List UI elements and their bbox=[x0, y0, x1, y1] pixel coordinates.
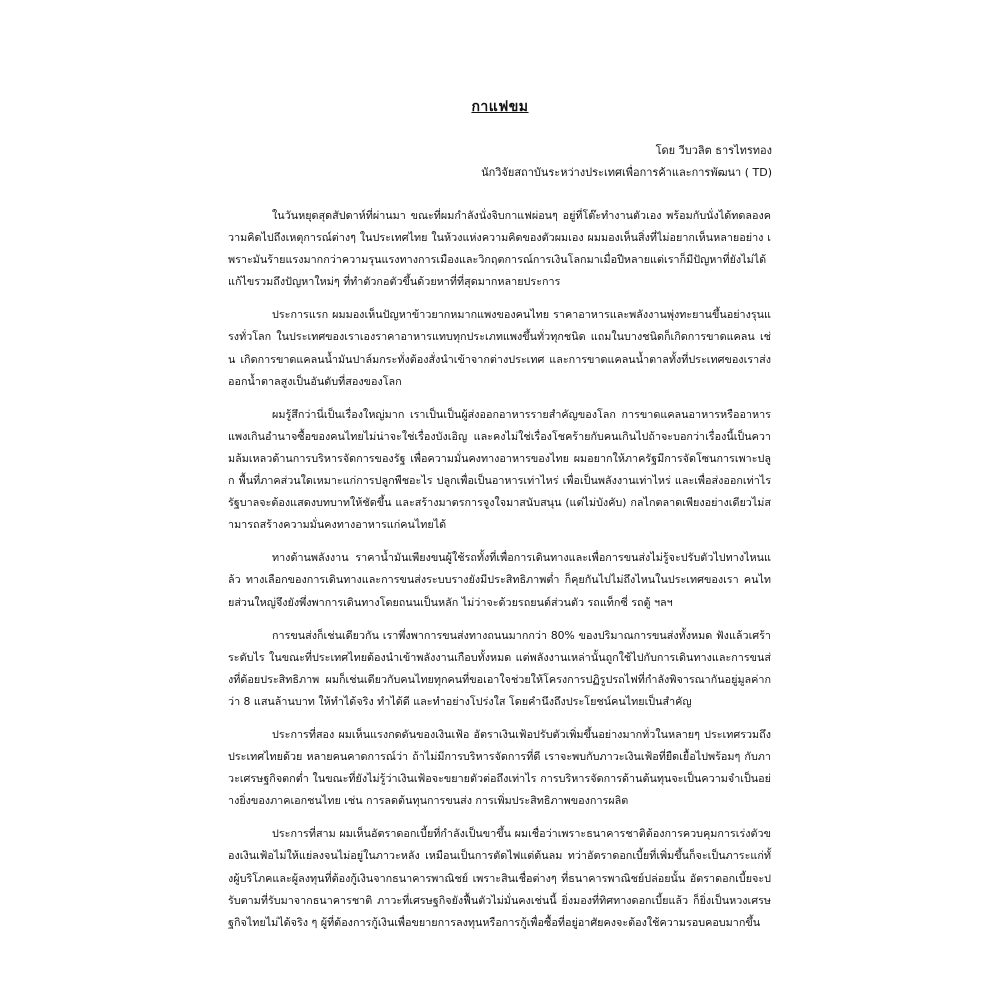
author-line: โดย วีบวลิต ธารไทรทอง bbox=[655, 144, 772, 157]
paragraph-7: ประการที่สาม ผมเห็นอัตราดอกเบี้ยที่กำลังเป็นขาขึ้น ผมเชื่อว่าเพราะธนาคารชาติต้องการควบคุมการเร่งตัวของเงินเฟ้อไม่ให้แย่ลงจนไม่อยู่ในภาวะหลัง เหมือนเป็นการตัดไฟแต่ต้นลม ทว่าอัตราดอกเบี้ยที่เพิ่มขึ้นก็จะเป็นภาระแก่ทั้งผู้บริโภคและผู้ลงทุนที่ต้องกู้เงินจากธนาคารพาณิชย์ เพราะสินเชื่อต่างๆ ที่ธนาคารพาณิชย์ปล่อยนั้น อัตราดอกเบี้ยจะปรับตามที่รับมาจากธนาคารชาติ ภาวะที่เศรษฐกิจยังฟื้นตัวไม่มั่นคงเช่นนี้ ยิ่งมองที่ทิศทางดอกเบี้ยแล้ว ก็ยิ่งเป็นหวงเศรษฐกิจไทยไม่ได้จริง ๆ ผู้ที่ต้องการกู้เงินเพื่อขยายการลงทุนหรือการกู้เพื่อซื้อที่อยู่อาศัยคงจะต้องใช้ความรอบคอบมากขึ้น bbox=[228, 827, 771, 929]
byline bbox=[481, 140, 772, 184]
paragraph-5: การขนส่งก็เช่นเดียวกัน เราพึ่งพาการขนส่งทางถนนมากกว่า 80% ของปริมาณการขนส่งทั้งหมด ฟังแล้วเศร้าระดับไร ในขณะที่ประเทศไทยต้องนำเข้าพลังงานเกือบทั้งหมด แต่พลังงานเหล่านั้นถูกใช้ไปกับการเดินทางและการขนส่งที่ด้อยประสิทธิภาพ ผมก็เช่นเดียวกับคนไทยทุกคนที่ขอเอาใจช่วยให้โครงการปฏิรูปรถไฟที่กำลังพิจารณากันอยู่มูลค่ากว่า 8 แสนล้านบาท ให้ทำได้จริง ทำได้ดี และทำอย่างโปร่งใส โดยคำนึงถึงประโยชน์คนไทยเป็นสำคัญ bbox=[228, 628, 771, 708]
paragraph-1: ในวันหยุดสุดสัปดาห์ที่ผ่านมา ขณะที่ผมกำลังนั่งจิบกาแฟผ่อนๆ อยู่ที่โต๊ะทำงานตัวเอง พร้อมกับนั่งได้ทดลองความคิดไปถึงเหตุการณ์ต่างๆ ในประเทศไทย ในห้วงแห่งความคิดของตัวผมเอง ผมมองเห็นสิ่งที่ไม่อยากเห็นหลายอย่าง เพราะมันร้ายแรงมากกว่าความรุนแรงทางการเมืองและวิกฤตการณ์การเงินโลกมาเมื่อปีหลายแต่เราก็มีปัญหาที่ยังไม่ได้แก้ไขรวมถึงปัญหาใหม่ๆ ที่ทำตัวกอตัวขึ้นด้วยหาที่ที่สุดมากหลายประการ bbox=[228, 209, 771, 289]
affiliation-line: นักวิจัยสถาบันระหว่างประเทศเพื่อการค้าและการพัฒนา ( TD) bbox=[481, 166, 772, 179]
paragraph-4: ทางด้านพลังงาน ราคาน้ำมันเพียงขนผู้ใช้รถทั้งที่เพื่อการเดินทางและเพื่อการขนส่งไม่รู้จะปรับตัวไปทางไหนแล้ว ทางเลือกของการเดินทางและการขนส่งระบบรางยังมีประสิทธิภาพต่ำ ก็คุยกันไปไม่ถึงไหนในประเทศของเรา คนไทยส่วนใหญ่จึงยังพึ่งพาการเดินทางโดยถนนเป็นหลัก ไม่ว่าจะด้วยรถยนต์ส่วนตัว รถแท็กซี่ รถตู้ ฯลฯ bbox=[228, 551, 771, 609]
paragraph-6: ประการที่สอง ผมเห็นแรงกดดันของเงินเฟ้อ อัตราเงินเฟ้อปรับตัวเพิ่มขึ้นอย่างมากทั่วในหลายๆ ประเทศรวมถึงประเทศไทยด้วย หลายคนคาดการณ์ว่า ถ้าไม่มีการบริหารจัดการที่ดี เราจะพบกับภาวะเงินเฟ้อที่ยืดเยื้อไปพร้อมๆ กับภาวะเศรษฐกิจตกต่ำ ในขณะที่ยังไม่รู้ว่าเงินเฟ้อจะขยายตัวต่อถึงเท่าไร การบริหารจัดการด้านต้นทุนจะเป็นความจำเป็นอย่างยิ่งของภาคเอกชนไทย เช่น การลดต้นทุนการขนส่ง การเพิ่มประสิทธิภาพของการผลิต bbox=[228, 727, 771, 808]
document-title: กาแฟขม bbox=[471, 99, 529, 115]
document-body bbox=[228, 205, 771, 945]
paragraph-2: ประการแรก ผมมองเห็นปัญหาข้าวยากหมากแพงของคนไทย ราคาอาหารและพลังงานพุ่งทะยานขึ้นอย่างรุนแรงทั่วโลก ในประเทศของเราเองราคาอาหารแทบทุกประเภทแพงขึ้นทั่วทุกชนิด แถมในบางชนิดก็เกิดการขาดแคลน เช่น เกิดการขาดแคลนน้ำมันปาล์มกระทั่งต้องสั่งนำเข้าจากต่างประเทศ และการขาดแคลนน้ำตาลทั้งที่ประเทศของเราส่งออกน้ำตาลสูงเป็นอันดับที่สองของโลก bbox=[228, 308, 771, 388]
paragraph-3: ผมรู้สึกว่านี่เป็นเรื่องใหญ่มาก เราเป็นเป็นผู้ส่งออกอาหารรายสำคัญของโลก การขาดแคลนอาหารหรืออาหารแพงเกินอำนาจซื้อของคนไทยไม่น่าจะใช่เรื่องบังเอิญ และคงไม่ใช่เรื่องโชคร้ายกับคนเกินไปถ้าจะบอกว่าเรื่องนี้เป็นความล้มเหลวด้านการบริหารจัดการของรัฐ เพื่อความมั่นคงทางอาหารของไทย ผมอยากให้ภาครัฐมีการจัดโซนการเพาะปลูก พื้นที่ภาคส่วนใดเหมาะแก่การปลูกพืชอะไร ปลูกเพื่อเป็นอาหารเท่าไหร่ เพื่อเป็นพลังงานเท่าไหร่ และเพื่อส่งออกเท่าไร รัฐบาลจะต้องแสดงบทบาทให้ชัดขึ้น และสร้างมาตรการจูงใจมาสนับสนุน (แต่ไม่บังคับ) กลไกตลาดเพียงอย่างเดียวไม่สามารถสร้างความมั่นคงทางอาหารแก่คนไทยได้ bbox=[228, 407, 771, 532]
